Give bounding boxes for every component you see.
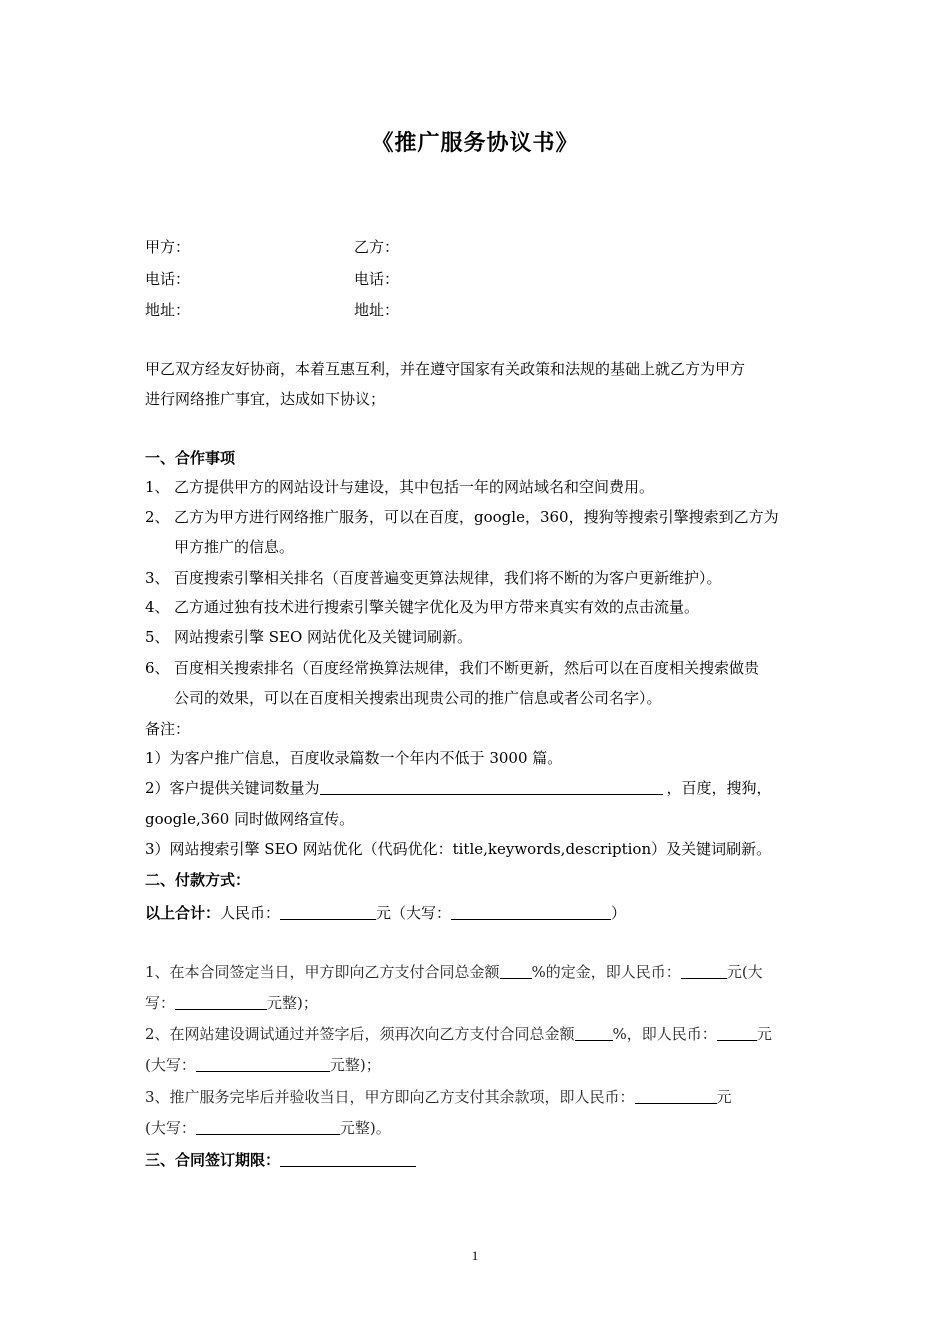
keyword-count-blank[interactable] (320, 778, 663, 795)
payment-3-line-1 (145, 1087, 810, 1107)
payment-2-text-d: (大写： (145, 1056, 196, 1074)
page-number: 1 (471, 1248, 479, 1263)
payment-2-line-2 (145, 1055, 810, 1075)
section3-line (145, 1150, 810, 1170)
payment-3-text-a: 3、推广服务完毕后并验收当日，甲方即向乙方支付其余款项，即人民币： (145, 1088, 635, 1106)
total-line (145, 903, 810, 923)
list-item (145, 477, 810, 497)
payment-2-line-1 (145, 1024, 810, 1044)
party-b-phone: 电话： (354, 270, 400, 288)
list-item (145, 568, 810, 588)
payment-1-text-a: 1、在本合同签定当日，甲方即向乙方支付合同总金额 (145, 963, 500, 981)
party-b-label: 乙方： (354, 238, 400, 256)
list-item-number: 6、 (145, 659, 170, 677)
party-a-address: 地址： (145, 301, 191, 319)
payment-1-text-e: 元整)； (267, 994, 318, 1012)
payment-1-text-b: %的定金，即人民币： (531, 963, 681, 981)
payment-1-text-c: 元(大 (726, 963, 763, 981)
list-item-continuation: 公司的效果，可以在百度相关搜索出现贵公司的推广信息或者公司名字）。 (174, 689, 662, 707)
list-item (145, 658, 810, 678)
deposit-amount-blank[interactable] (681, 962, 727, 979)
note-2-continuation: google,360 同时做网络宣传。 (145, 810, 355, 828)
section2-heading: 二、付款方式： (145, 871, 251, 889)
section3-heading: 三、合同签订期限： (145, 1151, 281, 1169)
list-item-continuation: 甲方推广的信息。 (174, 538, 295, 556)
list-item-text: 网站搜索引擎 SEO 网站优化及关键词刷新。 (174, 628, 473, 646)
list-item-text: 百度搜索引擎相关排名（百度普遍变更算法规律，我们将不断的为客户更新维护）。 (174, 569, 722, 587)
list-item-number: 1、 (145, 478, 170, 496)
contract-term-blank[interactable] (280, 1150, 416, 1167)
intro-line-1: 甲乙双方经友好协商，本着互惠互利，并在遵守国家有关政策和法规的基础上就乙方为甲方 (145, 360, 746, 378)
party-b-address: 地址： (354, 301, 400, 319)
second-capital-blank[interactable] (196, 1055, 330, 1072)
total-yuan-label: 元（大写： (376, 904, 452, 922)
list-item (145, 627, 810, 647)
second-amount-blank[interactable] (717, 1024, 757, 1041)
list-item-number: 4、 (145, 598, 170, 616)
total-label: 以上合计： (145, 904, 221, 922)
payment-1-line-2 (145, 993, 810, 1013)
document-title: 《推广服务协议书》 (371, 130, 579, 156)
total-rmb-label: 人民币： (220, 904, 281, 922)
payment-1-text-d: 写： (145, 994, 176, 1012)
payment-3-text-b: 元 (716, 1088, 732, 1106)
list-item-text: 百度相关搜索排名（百度经常换算法规律，我们不断更新，然后可以在百度相关搜索做贵 (174, 659, 760, 677)
list-item-text: 乙方通过独有技术进行搜索引擎关键字优化及为甲方带来真实有效的点击流量。 (174, 598, 700, 616)
total-close: ） (611, 904, 627, 922)
note-2-prefix: 2）客户提供关键词数量为 (145, 779, 320, 797)
payment-3-text-c: (大写： (145, 1119, 196, 1137)
note-3: 3）网站搜索引擎 SEO 网站优化（代码优化：title,keywords,description）及关键词刷新。 (145, 840, 772, 858)
payment-1-line-1 (145, 962, 810, 982)
list-item-text: 乙方为甲方进行网络推广服务，可以在百度，google，360，搜狗等搜索引擎搜索到乙方为 (174, 508, 779, 526)
payment-2-text-a: 2、在网站建设调试通过并签字后，须再次向乙方支付合同总金额 (145, 1025, 575, 1043)
payment-3-line-2 (145, 1118, 810, 1138)
party-a-phone: 电话： (145, 270, 191, 288)
list-item (145, 507, 810, 527)
payment-3-text-d: 元整)。 (339, 1119, 391, 1137)
payment-2-text-e: 元整)； (329, 1056, 381, 1074)
intro-line-2: 进行网络推广事宜，达成如下协议； (145, 390, 386, 408)
party-a-label: 甲方： (145, 238, 191, 256)
deposit-percent-blank[interactable] (500, 962, 532, 979)
total-amount-blank[interactable] (280, 903, 376, 920)
notes-label: 备注： (145, 720, 191, 738)
list-item (145, 597, 810, 617)
list-item-number: 2、 (145, 508, 170, 526)
payment-2-text-b: %，即人民币： (612, 1025, 717, 1043)
payment-2-text-c: 元 (756, 1025, 772, 1043)
deposit-capital-blank[interactable] (175, 993, 267, 1010)
balance-capital-blank[interactable] (196, 1118, 340, 1135)
list-item-number: 5、 (145, 628, 170, 646)
list-item-number: 3、 (145, 569, 170, 587)
second-percent-blank[interactable] (575, 1024, 613, 1041)
list-item-text: 乙方提供甲方的网站设计与建设，其中包括一年的网站域名和空间费用。 (174, 478, 655, 496)
section1-heading: 一、合作事项 (145, 449, 236, 467)
balance-amount-blank[interactable] (635, 1087, 717, 1104)
total-capital-blank[interactable] (451, 903, 611, 920)
note-2-suffix: ，百度，搜狗， (666, 779, 772, 797)
note-1: 1）为客户推广信息，百度收录篇数一个年内不低于 3000 篇。 (145, 749, 563, 767)
note-2 (145, 778, 810, 798)
